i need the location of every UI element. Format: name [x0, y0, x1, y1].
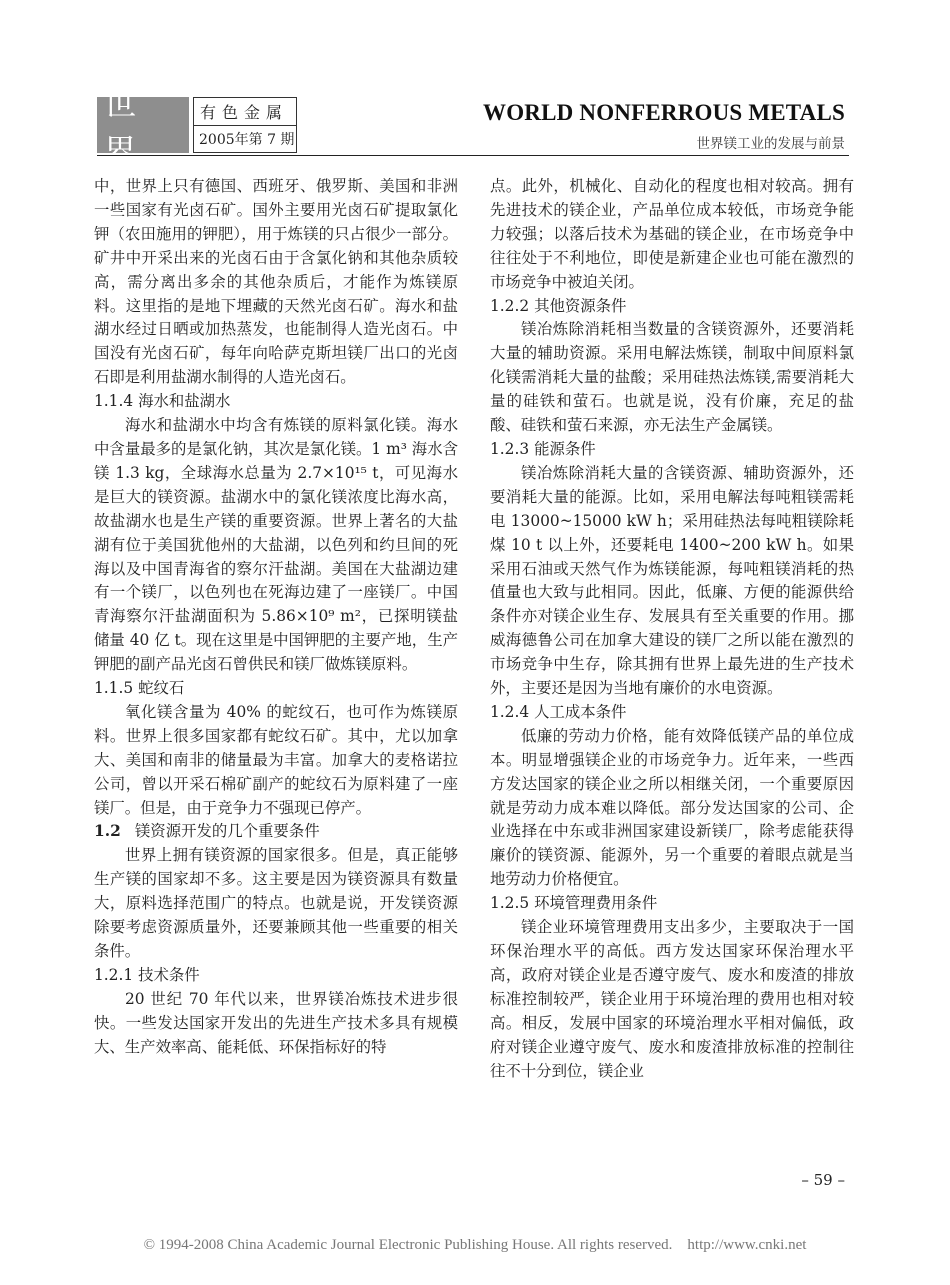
section-heading [490, 892, 854, 916]
section-title: 蛇纹石 [138, 679, 185, 698]
copyright-footer: © 1994-2008 China Academic Journal Electronic Publishing House. All rights reserved. http://www.cnki.net [143, 1237, 807, 1253]
journal-english-title: WORLD NONFERROUS METALS [483, 100, 845, 125]
paragraph: 20 世纪 70 年代以来，世界镁冶炼技术进步很快。一些发达国家开发出的先进生产技术多具有规模大、生产效率高、能耗低、环保指标好的特 [94, 989, 458, 1056]
issue-label: 2005年第 7 期 [199, 132, 295, 148]
section-number: 1.1.4 [94, 392, 134, 411]
running-article-title: 世界镁工业的发展与前景 [696, 136, 845, 152]
header-divider [97, 155, 849, 156]
page-number: – 59 – [801, 1171, 845, 1189]
section-title: 技术条件 [138, 965, 200, 984]
paragraph: 海水和盐湖水中均含有炼镁的原料氯化镁。海水中含量最多的是氯化钠，其次是氯化镁。1 m³ 海水含镁 1.3 kg，全球海水总量为 2.7×10¹⁵ t，可见海水是巨大的镁资源。盐湖水中的氯化镁浓度比海水高，故盐湖水也是生产镁的重要资源。世界上著名的大盐湖有位于美国犹他州的大盐湖，以色列和约旦间的死海以及中国青海省的察尔汗盐湖。美国在大盐湖边建有一个镁厂，以色列也在死海边建了一座镁厂。中国青海察尔汗盐湖面积为 5.86×10⁹ m²，已探明镁盐储量 40 亿 t。现在这里是中国钾肥的主要产地，生产钾肥的副产品光卤石曾供民和镁厂做炼镁原料。 [94, 416, 458, 674]
paragraph: 点。此外，机械化、自动化的程度也相对较高。拥有先进技术的镁企业，产品单位成本较低，市场竞争能力较强；以落后技术为基础的镁企业，在市场竞争中往往处于不利地位，即使是新建企业也可能在激烈的市场竞争中被迫关闭。 [490, 177, 854, 291]
paragraph: 氧化镁含量为 40% 的蛇纹石，也可作为炼镁原料。世界上很多国家都有蛇纹石矿。其中，尤以加拿大、美国和南非的储量最为丰富。加拿大的麦格诺拉公司，曾以开采石棉矿副产的蛇纹石为原料建了一座镁厂。但是，由于竞争力不强现已停产。 [94, 702, 458, 817]
section-title: 海水和盐湖水 [138, 392, 231, 411]
logo-divider [194, 125, 296, 126]
section-number: 1.2.5 [490, 894, 530, 913]
journal-logo-subtitle: 有色金属 [200, 103, 289, 122]
section-title: 镁资源开发的几个重要条件 [134, 822, 320, 841]
journal-logo-main: 世界 [97, 97, 189, 153]
section-number: 1.2.1 [94, 965, 134, 984]
section-title: 其他资源条件 [534, 296, 627, 315]
section-title: 环境管理费用条件 [534, 894, 658, 913]
section-number: 1.2.2 [490, 296, 530, 315]
section-heading-major [94, 820, 458, 844]
paragraph: 中，世界上只有德国、西班牙、俄罗斯、美国和非洲一些国家有光卤石矿。国外主要用光卤石矿提取氯化钾（农田施用的钾肥），用于炼镁的只占很少一部分。矿井中开采出来的光卤石由于含氯化钠和其他杂质较高，需分离出多余的其他杂质后，才能作为炼镁原料。这里指的是地下埋藏的天然光卤石矿。海水和盐湖水经过日晒或加热蒸发，也能制得人造光卤石。中国没有光卤石矿，每年向哈萨克斯坦镁厂出口的光卤石即是利用盐湖水制得的人造光卤石。 [94, 177, 458, 387]
section-title: 能源条件 [534, 439, 596, 458]
section-number: 1.2 [94, 822, 121, 841]
section-heading [94, 964, 458, 988]
section-number: 1.2.4 [490, 702, 530, 721]
paragraph: 镁冶炼除消耗大量的含镁资源、辅助资源外，还要消耗大量的能源。比如，采用电解法每吨粗镁需耗电 13000~15000 kW h；采用硅热法每吨粗镁除耗煤 10 t 以上外，还要耗电 1400~200 kW h。如果采用石油或天然气作为炼镁能源，每吨粗镁消耗的热值量也大致与此相同。因此，低廉、方便的能源供给条件亦对镁企业生存、发展具有至关重要的作用。挪威海德鲁公司在加拿大建设的镁厂之所以能在激烈的市场竞争中生存，除其拥有世界上最先进的生产技术外，主要还是因为当地有廉价的水电资源。 [490, 463, 854, 698]
section-heading [490, 438, 854, 462]
section-heading [490, 295, 854, 319]
section-title: 人工成本条件 [534, 702, 627, 721]
section-number: 1.1.5 [94, 679, 134, 698]
paragraph: 低廉的劳动力价格，能有效降低镁产品的单位成本。明显增强镁企业的市场竞争力。近年来，一些西方发达国家的镁企业之所以相继关闭，一个重要原因就是劳动力成本难以降低。部分发达国家的公司、企业选择在中东或非洲国家建设新镁厂，除考虑能获得廉价的镁资源、能源外，另一个重要的着眼点就是当地劳动力价格便宜。 [490, 726, 854, 889]
section-number: 1.2.3 [490, 439, 530, 458]
section-heading [490, 701, 854, 725]
left-column [94, 175, 458, 1060]
right-column [490, 175, 854, 1083]
paragraph: 镁企业环境管理费用支出多少，主要取决于一国环保治理水平的高低。西方发达国家环保治理水平高，政府对镁企业是否遵守废气、废水和废渣的排放标准控制较严，镁企业用于环境治理的费用也相对较高。相反，发展中国家的环境治理水平相对偏低，政府对镁企业遵守废气、废水和废渣排放标准的控制往往不十分到位，镁企业 [490, 918, 854, 1080]
paragraph: 镁冶炼除消耗相当数量的含镁资源外，还要消耗大量的辅助资源。采用电解法炼镁，制取中间原料氯化镁需消耗大量的盐酸；采用硅热法炼镁,需要消耗大量的硅铁和萤石。也就是说，没有价廉，充足的盐酸、硅铁和萤石来源，亦无法生产金属镁。 [490, 320, 854, 435]
section-heading [94, 677, 458, 701]
section-heading [94, 390, 458, 414]
paragraph: 世界上拥有镁资源的国家很多。但是，真正能够生产镁的国家却不多。这主要是因为镁资源具有数量大，原料选择范围广的特点。也就是说，开发镁资源除要考虑资源质量外，还要兼顾其他一些重要的相关条件。 [94, 846, 458, 960]
journal-logo-sub [193, 97, 297, 153]
